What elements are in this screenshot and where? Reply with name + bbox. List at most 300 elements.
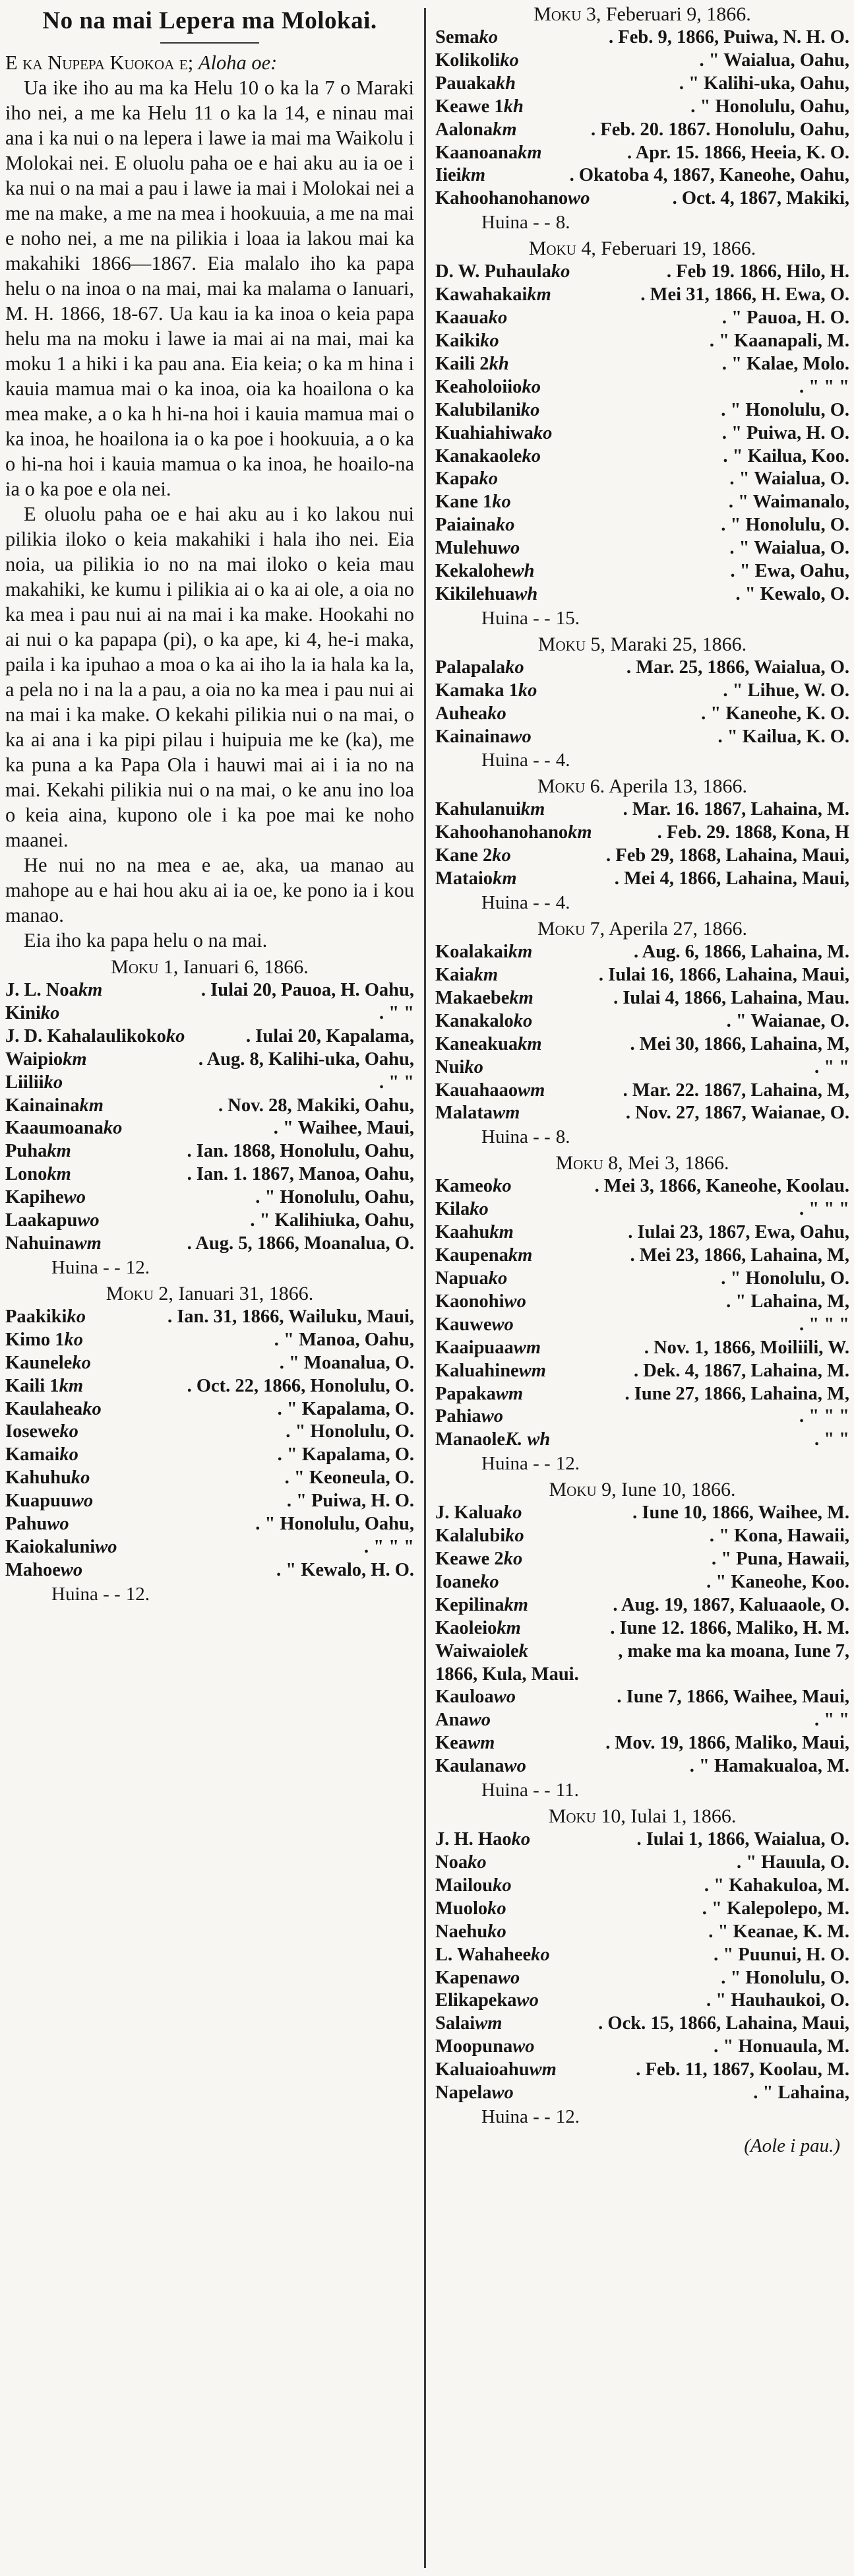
moku-label: Moku <box>534 3 582 25</box>
patient-name: Kaiokaluni <box>5 1536 96 1557</box>
patient-entry <box>5 1233 414 1256</box>
section-heading <box>5 1282 414 1306</box>
gender-mark: k <box>82 1398 92 1419</box>
continued-note: (Aole i pau.) <box>744 2135 840 2156</box>
status-mark: m <box>527 142 542 163</box>
patient-name: Kahoohanohano <box>435 822 568 843</box>
status-mark: o <box>528 680 537 701</box>
entry-details: . " Waialua, Oahu, <box>699 49 849 71</box>
status-mark: o <box>530 399 540 420</box>
gender-mark: k <box>166 1025 176 1046</box>
status-mark: h <box>505 73 516 94</box>
entry-details: . " Kahakuloa, M. <box>704 1875 849 1896</box>
section-total <box>435 748 849 772</box>
patient-name: Kini <box>5 1002 41 1023</box>
right-column <box>435 0 849 2159</box>
gender-mark: k <box>63 1048 73 1070</box>
patient-name: Kaaipuaa <box>435 1337 514 1358</box>
entry-details: . Iune 10, 1866, Waihee, M. <box>632 1502 849 1524</box>
status-mark: o <box>73 1329 83 1350</box>
status-mark: o <box>510 1967 520 1988</box>
patient-name: Kekalohe <box>435 561 512 582</box>
section-total <box>435 891 849 915</box>
patient-name: Salai <box>435 2013 475 2034</box>
patient-entry <box>435 445 849 468</box>
patient-name: Sema <box>435 27 479 48</box>
patient-name: Kaupena <box>435 1245 508 1266</box>
status-mark: o <box>497 1898 506 1919</box>
patient-entry <box>435 1686 849 1709</box>
gender-mark: k <box>71 1467 81 1489</box>
entry-details: , make ma ka moana, Iune 7, <box>618 1640 849 1661</box>
patient-name: Kaahu <box>435 1222 490 1243</box>
entry-details: . " " <box>814 1056 849 1078</box>
entry-details: . Feb 19. 1866, Hilo, H. <box>666 261 849 282</box>
moku-date: 6. Aperila 13, 1866. <box>590 775 747 798</box>
entry-details: . " " " <box>799 376 849 397</box>
gender-mark: w <box>47 1514 60 1535</box>
status-mark: m <box>530 1079 545 1101</box>
status-mark: m <box>88 980 103 1000</box>
entry-details: . " Waianae, O. <box>726 1010 849 1031</box>
patient-entry <box>435 1314 849 1337</box>
status-mark: h <box>498 353 509 374</box>
status-mark: o <box>53 1072 63 1093</box>
patient-name: Kolikoli <box>435 49 501 71</box>
patient-entry <box>435 1291 849 1314</box>
entry-details: . Aug. 5, 1866, Moanalua, O. <box>187 1233 414 1254</box>
gender-mark: k <box>504 1594 514 1615</box>
total-label: Huina - - <box>481 212 551 234</box>
patient-name: Kanakalo <box>435 1010 514 1031</box>
status-mark: m <box>56 1164 71 1185</box>
patient-entry <box>435 1079 849 1103</box>
entry-details: . Mei 31, 1866, H. Ewa, O. <box>640 284 849 306</box>
entry-details: . " Ewa, Oahu, <box>730 561 849 582</box>
status-mark: m <box>518 1245 533 1266</box>
gender-mark: k <box>103 1118 113 1139</box>
patient-name: Napua <box>435 1268 489 1289</box>
entry-details: . " " " <box>364 1536 414 1557</box>
entry-details: . " Honolulu, O. <box>286 1421 414 1442</box>
entry-details: . " Hauhaukoi, O. <box>706 1990 849 2011</box>
patient-entry <box>435 987 849 1010</box>
total-count: 12. <box>125 1583 150 1605</box>
patient-name: Napela <box>435 2082 492 2104</box>
intro-paragraph-1: Ua ike iho au ma ka Helu 10 o ka la 7 o Maraki iho nei, a me ka Helu 11 o ka la 14, e ninau mai ana i ka nui o na lepera i lawe ia mai ma Waikolu i Molokai nei. E oluolu paha oe e hai aku au ia oe i ka nui o na mai a pau i lawe ia mai i Molokai nei a me na make, a me na mea i hookuuia, a me na mai e noho nei, a me na pilikia i loaa ia lakou mai ka makahiki 1866—1867. Eia malalo iho ka papa helu o na inoa o na mai, mai ka malama o Ianuari, M. H. 1866, 18-67. Ua kau ia ka inoa o keia papa helu ma na moku i lawe ia mai ai na mai, mai ka moku 1 a hiki i ka pau ana. Eia keia; o ka m hina i kauia mamua mai o ka inoa, oia ka hoailona o ka mea make, a o ka h hi-na hoi i kauia mamua mai o ka inoa, he hoailona ia o ka poe i hookuuia, a o ka o hi-na hoi i kauia mamua o ka inoa, he hoailo-na ia o ka poe e ola nei. <box>5 77 414 500</box>
gender-mark: k <box>468 1852 477 1873</box>
patient-name: Waiwaiole <box>435 1640 519 1661</box>
patient-entry <box>5 1095 414 1118</box>
moku-label: Moku <box>537 775 586 798</box>
status-mark: o <box>504 2082 514 2104</box>
patient-name: Lono <box>5 1164 47 1185</box>
total-label: Huina - - <box>481 1126 551 1148</box>
gender-mark: w <box>495 1383 508 1404</box>
patient-name: Mahoe <box>5 1559 61 1580</box>
total-label: Huina - - <box>481 892 551 914</box>
gender-mark: k <box>508 1245 518 1266</box>
gender-mark: k <box>505 657 515 678</box>
patient-entry <box>435 1221 849 1244</box>
patient-entry <box>435 1989 849 2012</box>
gender-mark: w <box>518 1360 532 1381</box>
patient-name: Kameo <box>435 1176 493 1197</box>
gender-mark: k <box>495 73 506 94</box>
total-label: Huina - - <box>481 1453 551 1475</box>
patient-entry <box>435 26 849 49</box>
gender-mark: k <box>531 1944 541 1965</box>
intro-paragraph-4: Eia iho ka papa helu o na mai. <box>24 929 268 951</box>
patient-entry <box>435 1360 849 1383</box>
gender-mark: k <box>518 142 528 163</box>
patient-name: D. W. Puhaula <box>435 261 551 282</box>
moku-date: 5, Maraki 25, 1866. <box>590 633 747 655</box>
gender-mark: k <box>59 1375 69 1396</box>
patient-entry <box>435 96 849 119</box>
total-count: 4. <box>555 750 570 771</box>
gender-mark: w <box>481 1406 494 1427</box>
entry-details: . Aug. 8, Kalihi-uka, Oahu, <box>198 1048 414 1070</box>
salutation: Aloha oe: <box>198 51 278 74</box>
entry-details: . Nov. 27, 1867, Waianae, O. <box>625 1103 849 1124</box>
patient-entry <box>435 1244 849 1268</box>
patient-name: Kanakaole <box>435 445 522 467</box>
patient-name: Kaaumoana <box>5 1118 104 1139</box>
status-mark: m <box>536 284 551 306</box>
gender-mark: k <box>527 284 537 306</box>
status-mark: o <box>481 1710 491 1731</box>
status-mark: o <box>81 1352 91 1373</box>
gender-mark: k <box>492 492 502 513</box>
patient-entry <box>435 164 849 187</box>
section-total <box>435 1125 849 1149</box>
status-mark: o <box>512 1502 522 1524</box>
gender-mark: k <box>493 868 503 889</box>
entry-details: . " Honolulu, O. <box>721 1967 849 1988</box>
status-mark: o <box>175 1025 185 1046</box>
patient-name: Kaunele <box>5 1352 73 1373</box>
status-mark: m <box>527 1033 542 1054</box>
gender-mark: k <box>480 330 490 351</box>
entry-details: . " " <box>814 1710 849 1731</box>
status-mark: o <box>580 188 590 209</box>
status-mark: o <box>514 657 524 678</box>
entry-details: . " Manoa, Oahu, <box>274 1329 414 1350</box>
status-mark: m <box>483 965 499 985</box>
entry-details: . Dek. 4, 1867, Lahaina, M. <box>634 1360 849 1381</box>
patient-name: Kahulanui <box>435 799 521 820</box>
patient-entry <box>435 845 849 868</box>
patient-name: J. Kalua <box>435 1502 503 1524</box>
gender-mark: k <box>509 987 519 1008</box>
entry-details: . " Waialua, O. <box>729 538 849 559</box>
entry-details: . Mei 4, 1866, Lahaina, Maui, <box>614 868 849 889</box>
patient-name: Kauwe <box>435 1314 492 1335</box>
status-mark: m <box>502 119 517 140</box>
status-mark: o <box>92 1398 102 1419</box>
entry-details: . Iulai 20, Kapalama, <box>246 1025 414 1046</box>
status-mark: m <box>499 1222 514 1243</box>
patient-name: Ana <box>435 1710 469 1731</box>
patient-entry <box>5 1329 414 1352</box>
status-mark: o <box>509 49 519 71</box>
gender-mark: k <box>503 1502 513 1524</box>
section-heading <box>435 775 849 798</box>
entry-details: . " Moanalua, O. <box>279 1352 414 1373</box>
patient-name: Ioane <box>435 1571 481 1592</box>
patient-entry <box>435 1852 849 1875</box>
gender-mark: w <box>498 1967 511 1988</box>
gender-mark: k <box>479 468 489 490</box>
patient-entry <box>435 376 849 399</box>
gender-mark: k <box>493 1875 503 1896</box>
patient-name: Kaaua <box>435 307 489 329</box>
gender-mark: k <box>78 980 88 1000</box>
patient-name: Kauahaao <box>435 1079 518 1101</box>
patient-entry <box>435 2012 849 2036</box>
patient-entry <box>435 1198 849 1221</box>
total-label: Huina - - <box>51 1256 121 1278</box>
patient-name: Kamai <box>5 1444 60 1465</box>
status-mark: o <box>525 2036 535 2057</box>
section-total <box>435 606 849 630</box>
entry-details: . " Honolulu, Oahu, <box>255 1187 414 1208</box>
total-label: Huina - - <box>481 2106 551 2127</box>
entry-details: . Mov. 19, 1866, Maliko, Maui, <box>605 1733 849 1754</box>
gender-mark: k <box>489 353 499 374</box>
patient-name: Kaanoana <box>435 142 518 163</box>
patient-entry <box>435 1502 849 1525</box>
patient-name: Elikapeka <box>435 1990 517 2011</box>
gender-mark: k <box>495 515 506 536</box>
patient-name: Iiei <box>435 165 462 186</box>
gender-mark: k <box>533 422 543 443</box>
status-mark: o <box>504 1314 514 1335</box>
patient-entry <box>435 1056 849 1079</box>
total-count: 15. <box>555 607 580 629</box>
patient-name: Kalubilani <box>435 399 521 420</box>
section-heading <box>435 1805 849 1828</box>
patient-name: Kaulahea <box>5 1398 83 1419</box>
patient-entry <box>435 307 849 330</box>
patient-entry <box>435 49 849 73</box>
entry-details: . " " " <box>799 1406 849 1427</box>
patient-entry <box>435 1175 849 1198</box>
patient-name: Kuapuu <box>5 1491 71 1512</box>
patient-name: Kawahakai <box>435 284 528 306</box>
status-mark: o <box>497 703 506 724</box>
entry-details: . " Kewalo, H. O. <box>276 1559 414 1580</box>
status-mark: o <box>512 1549 523 1570</box>
patient-entry <box>435 1525 849 1548</box>
gender-mark: w <box>493 1103 506 1124</box>
patient-entry <box>435 868 849 891</box>
entry-details: . " Hauula, O. <box>736 1852 849 1873</box>
entry-details: . Nov. 1, 1866, Moiliili, W. <box>644 1337 849 1358</box>
moku-label: Moku <box>537 633 586 655</box>
status-mark: o <box>76 1187 86 1208</box>
gender-mark: k <box>505 1526 515 1547</box>
patient-entry <box>435 657 849 680</box>
patient-name: Papaka <box>435 1383 496 1404</box>
patient-name: Manaole <box>435 1429 506 1450</box>
patient-entry <box>435 1268 849 1291</box>
status-mark: o <box>80 1467 90 1489</box>
entry-details: . " " <box>814 1429 849 1450</box>
gender-mark: k <box>520 799 531 820</box>
status-mark: o <box>531 376 541 397</box>
status-mark: m <box>531 1360 546 1381</box>
patient-entry <box>435 399 849 422</box>
entry-details: . Ock. 15, 1866, Lahaina, Maui, <box>598 2013 849 2034</box>
patient-entry <box>5 1352 414 1375</box>
status-mark: m <box>487 2013 503 2034</box>
patient-name: Kalalubi <box>435 1526 506 1547</box>
gender-mark: k <box>479 27 489 48</box>
patient-name: Liilii <box>5 1072 44 1093</box>
right-ship-lists <box>435 3 849 2129</box>
gender-mark: w <box>529 2059 542 2080</box>
patient-entry <box>435 1571 849 1594</box>
patient-name: Keaholoiio <box>435 376 522 397</box>
patient-entry <box>435 703 849 726</box>
patient-entry <box>5 1559 414 1582</box>
patient-name: Kapa <box>435 468 479 490</box>
patient-entry <box>435 1102 849 1125</box>
moku-label: Moku <box>555 1152 603 1175</box>
status-mark: o <box>488 27 498 48</box>
status-mark: m <box>513 1594 528 1615</box>
status-mark: o <box>488 468 499 490</box>
gender-mark: k <box>522 445 532 467</box>
status-mark: h <box>539 1429 551 1450</box>
intro-paragraph-2: E oluolu paha oe e hai aku au i ko lakou nui pilikia iloko o keia makahiki i hala iho nei. Eia noia, ua pilikia io no na mai iloko o keia mau makahiki, ke kumu i pilikia ai o ka ai ole, a oia no ka mea i pau nui ai na mai i ka make. Hookahi no ai nui o ka papapa (pi), o ka ape, ki 4, he-i maka, paila i ka ipuhao a moa o ka ai iho la ia hala ka la, a pela no i na la a pau, a oia no ka mea i pau nui ai na mai i ka make. O kekahi pilikia nui o na mai, o ka ai ana i ka pipi pilau i huipuia me ke (ka), me ka puna a ka Papa Ola i hauwi mai ai i ia no na mai. Kekahi pilikia nui o na mai, o ke anu ino loa o keia aina, kupono ole i ka poe mai ke noho maanei. <box>5 503 414 851</box>
status-mark: o <box>83 1491 94 1512</box>
patient-name: J. D. Kahalaulikoko <box>5 1025 166 1046</box>
patient-name: Waipio <box>5 1048 63 1070</box>
status-mark: o <box>489 1571 499 1592</box>
status-mark: o <box>498 307 508 329</box>
moku-label: Moku <box>106 1282 154 1304</box>
patient-entry <box>435 1663 849 1687</box>
gender-mark: k <box>518 680 528 701</box>
gender-mark: k <box>503 1549 513 1570</box>
gender-mark: k <box>47 1141 57 1162</box>
status-mark: m <box>530 799 545 820</box>
status-mark: o <box>523 1010 533 1031</box>
entry-details: . " Kona, Hawaii, <box>709 1526 849 1547</box>
patient-entry <box>435 1337 849 1360</box>
status-mark: o <box>520 1829 531 1850</box>
entry-details: . Mar. 25, 1866, Waialua, O. <box>626 657 849 678</box>
entry-details: . " " <box>379 1072 414 1093</box>
entry-details: . Ian. 31, 1866, Wailuku, Maui, <box>167 1306 414 1327</box>
moku-date: 9, Iune 10, 1866. <box>601 1479 736 1501</box>
total-count: 4. <box>555 892 570 914</box>
status-mark: m <box>88 1095 104 1116</box>
section-total <box>435 2105 849 2129</box>
patient-name: Noa <box>435 1852 468 1873</box>
entry-details: . Oct. 4, 1867, Makiki, <box>672 188 849 209</box>
entry-details: . Mar. 16. 1867, Lahaina, M. <box>623 799 849 820</box>
entry-details: . Feb. 9, 1866, Puiwa, N. H. O. <box>609 27 849 48</box>
patient-name: Kane 1 <box>435 492 493 513</box>
gender-mark: w <box>514 583 528 604</box>
total-count: 12. <box>555 1453 580 1475</box>
gender-mark: k <box>520 399 531 420</box>
newspaper-address: E ka Nupepa Kuokoa e; <box>5 51 194 74</box>
patient-name: Kaili 2 <box>435 353 489 374</box>
patient-entry <box>435 1944 849 1967</box>
status-mark: o <box>493 1406 503 1427</box>
patient-entry <box>435 1828 849 1852</box>
patient-entry <box>5 1467 414 1490</box>
patient-entry <box>5 1209 414 1233</box>
section-total <box>435 210 849 234</box>
patient-name: Muolo <box>435 1898 488 1919</box>
entry-details: . " Honolulu, Oahu, <box>690 96 849 117</box>
patient-entry <box>435 422 849 445</box>
status-mark: o <box>497 1921 506 1942</box>
patient-entry <box>5 1513 414 1536</box>
entry-details: . " Keoneula, O. <box>284 1467 414 1489</box>
patient-entry <box>5 1375 414 1398</box>
gender-mark: w <box>71 1491 84 1512</box>
status-mark: o <box>489 330 499 351</box>
patient-entry <box>5 1002 414 1025</box>
patient-name: Kaili 1 <box>5 1375 59 1396</box>
patient-entry <box>5 1025 414 1048</box>
total-label: Huina - - <box>481 750 551 771</box>
gender-mark: k <box>487 703 497 724</box>
status-mark: o <box>529 1990 539 2011</box>
entry-details: . Iune 7, 1866, Waihee, Maui, <box>617 1687 849 1708</box>
patient-name: Kamaka 1 <box>435 680 518 701</box>
entry-details: . Mei 23, 1866, Lahaina, M, <box>630 1245 849 1266</box>
entry-details: . Feb. 20. 1867. Honolulu, Oahu, <box>591 119 849 140</box>
entry-details: . " Kailua, Koo. <box>723 445 849 467</box>
patient-entry <box>435 284 849 307</box>
gender-mark: k <box>40 1002 51 1023</box>
moku-label: Moku <box>548 1805 596 1828</box>
gender-mark: k <box>487 1898 497 1919</box>
patient-entry <box>435 353 849 376</box>
gender-mark: k <box>493 1176 503 1197</box>
moku-date: 7, Aperila 27, 1866. <box>590 918 747 940</box>
status-mark: o <box>540 1944 550 1965</box>
entry-details: . Iulai 23, 1867, Ewa, Oahu, <box>628 1222 849 1243</box>
entry-details: . Mei 30, 1866, Lahaina, M, <box>630 1033 849 1054</box>
status-mark: o <box>59 1514 69 1535</box>
entry-details: . Apr. 15. 1866, Heeia, K. O. <box>627 142 849 163</box>
entry-details: . " Lahaina, M, <box>726 1291 849 1312</box>
entry-details: . " Honolulu, O. <box>721 1268 849 1289</box>
status-mark: o <box>501 845 511 866</box>
status-mark: o <box>502 1176 512 1197</box>
entry-details: . " " <box>379 1002 414 1023</box>
patient-name: Kaluaioahu <box>435 2059 530 2080</box>
gender-mark: k <box>488 307 499 329</box>
patient-entry <box>435 2036 849 2059</box>
entry-details: . Iulai 20, Pauoa, H. Oahu, <box>200 980 414 1000</box>
entry-details: . " " " <box>799 1314 849 1335</box>
patient-name: Paakiki <box>5 1306 67 1327</box>
section-heading <box>435 237 849 261</box>
moku-date: 1, Ianuari 6, 1866. <box>163 956 309 978</box>
patient-name: J. L. Noa <box>5 980 78 1000</box>
section-heading <box>435 3 849 26</box>
